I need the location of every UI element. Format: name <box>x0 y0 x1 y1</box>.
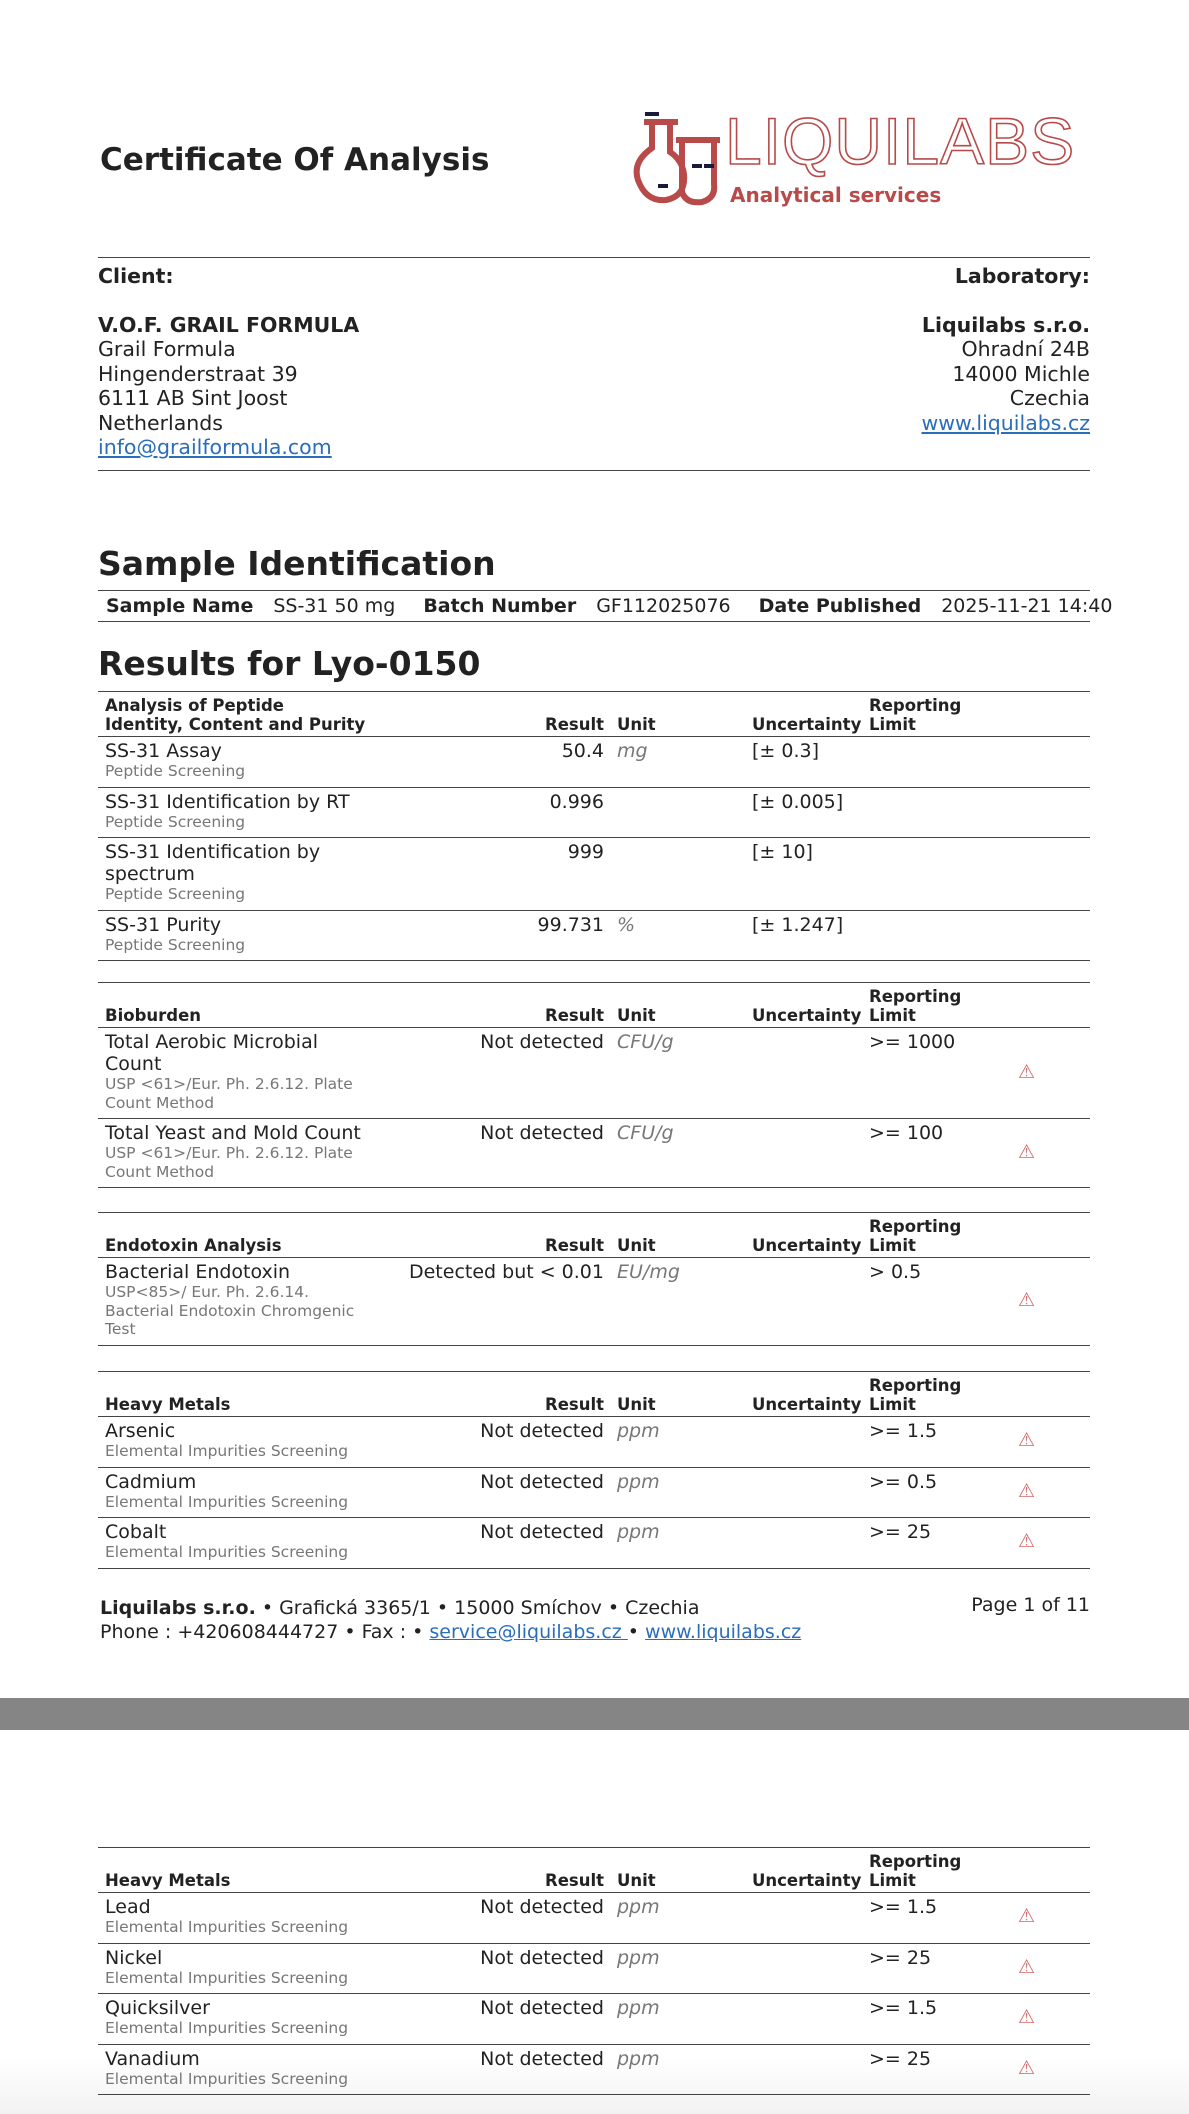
analyte-name: Arsenic <box>105 1420 176 1442</box>
footer-email-link[interactable]: service@liquilabs.cz <box>429 1621 628 1643</box>
column-header-uncertainty: Uncertainty <box>745 1213 862 1258</box>
client-line: Hingenderstraat 39 <box>98 361 298 386</box>
results-heading: Results for Lyo-0150 <box>98 644 481 683</box>
table-row <box>98 1258 1090 1346</box>
unit-value: ppm <box>610 1893 745 1944</box>
uncertainty-value <box>745 1994 862 2045</box>
analyte-name: SS-31 Identification by spectrum <box>105 841 321 885</box>
column-header-unit: Unit <box>610 983 745 1028</box>
analyte-method: USP<85>/ Eur. Ph. 2.6.14. Bacterial Endotoxin Chromgenic Test <box>105 1283 355 1338</box>
liquilabs-logo <box>622 112 1092 212</box>
table-row <box>98 910 1090 961</box>
uncertainty-value <box>745 1119 862 1188</box>
analyte-method: Elemental Impurities Screening <box>105 1968 349 1987</box>
result-value: Not detected <box>373 1518 610 1569</box>
warning-triangle-icon: ⚠ <box>962 1518 1090 1569</box>
reporting-limit-value: >= 1.5 <box>862 1417 962 1468</box>
warning-triangle-icon: ⚠ <box>962 1994 1090 2045</box>
analyte-cell <box>98 1028 373 1119</box>
table-row <box>98 1417 1090 1468</box>
uncertainty-value <box>745 1028 862 1119</box>
reporting-limit-value <box>862 737 962 788</box>
analyte-cell <box>98 1994 373 2045</box>
batch-number-value: GF112025076 <box>596 595 731 617</box>
reporting-limit-value: >= 1000 <box>862 1028 962 1119</box>
uncertainty-value <box>745 1258 862 1346</box>
analyte-cell <box>98 1258 373 1346</box>
analyte-method: USP <61>/Eur. Ph. 2.6.12. Plate Count Method <box>105 1144 353 1181</box>
unit-value: mg <box>610 737 745 788</box>
column-header-flag <box>962 1848 1090 1893</box>
unit-value <box>610 838 745 911</box>
column-header-unit: Unit <box>610 1848 745 1893</box>
footer-separator: • <box>627 1621 646 1643</box>
uncertainty-value: [± 1.247] <box>745 910 862 961</box>
table-header-row <box>98 1213 1090 1258</box>
analyte-method: Elemental Impurities Screening <box>105 1492 349 1511</box>
table-row <box>98 737 1090 788</box>
client-email-link[interactable]: info@grailformula.com <box>98 435 332 459</box>
result-value: Detected but < 0.01 <box>373 1258 610 1346</box>
laboratory-line: Czechia <box>1009 386 1090 410</box>
analyte-name: SS-31 Purity <box>105 913 222 936</box>
unit-value: CFU/g <box>610 1119 745 1188</box>
column-header-reporting-limit: Reporting Limit <box>862 1848 962 1893</box>
sample-name-label: Sample Name <box>106 595 254 617</box>
analyte-method: Peptide Screening <box>105 935 246 954</box>
results-table <box>98 1847 1090 2095</box>
client-line: 6111 AB Sint Joost <box>98 386 288 410</box>
table-header-row <box>98 983 1090 1028</box>
analyte-name: Quicksilver <box>105 1997 210 2019</box>
warning-triangle-icon: ⚠ <box>962 1417 1090 1468</box>
table-row <box>98 1518 1090 1569</box>
reporting-limit-value: > 0.5 <box>862 1258 962 1346</box>
laboratory-name: Liquilabs s.r.o. <box>921 312 1090 337</box>
reporting-limit-value <box>862 838 962 911</box>
results-table <box>98 1371 1090 1569</box>
column-header-uncertainty: Uncertainty <box>745 1848 862 1893</box>
warning-triangle-icon: ⚠ <box>962 1028 1090 1119</box>
footer-company: Liquilabs s.r.o. <box>100 1597 256 1619</box>
reporting-limit-value: >= 1.5 <box>862 1994 962 2045</box>
result-value: Not detected <box>373 1943 610 1994</box>
column-header-flag <box>962 1372 1090 1417</box>
analyte-cell <box>98 787 373 838</box>
column-header-reporting-limit: Reporting Limit <box>862 1372 962 1417</box>
result-value: Not detected <box>373 1119 610 1188</box>
analyte-cell <box>98 910 373 961</box>
column-header-reporting-limit: Reporting Limit <box>862 692 962 737</box>
analyte-name: Lead <box>105 1896 151 1918</box>
footer-address: • Grafická 3365/1 • 15000 Smíchov • Czechia <box>255 1597 700 1619</box>
uncertainty-value: [± 10] <box>745 838 862 911</box>
reporting-limit-value: >= 25 <box>862 2044 962 2095</box>
result-value: 999 <box>373 838 610 911</box>
warning-triangle-icon: ⚠ <box>962 1893 1090 1944</box>
warning-triangle-icon: ⚠ <box>962 1258 1090 1346</box>
analyte-name: SS-31 Identification by RT <box>105 790 350 813</box>
result-value: Not detected <box>373 2044 610 2095</box>
document-title: Certificate Of Analysis <box>100 142 490 178</box>
table-title: Heavy Metals <box>98 1372 373 1417</box>
analyte-name: Total Aerobic Microbial Count <box>105 1031 319 1075</box>
footer-phone: Phone : +420608444727 • Fax : • <box>100 1621 430 1643</box>
client-line: Netherlands <box>98 410 223 435</box>
page-footer <box>100 1596 801 1644</box>
analyte-cell <box>98 1467 373 1518</box>
batch-number-label: Batch Number <box>423 595 577 617</box>
analyte-name: Total Yeast and Mold Count <box>105 1122 361 1144</box>
reporting-limit-value <box>862 787 962 838</box>
table-title: Endotoxin Analysis <box>98 1213 373 1258</box>
analyte-name: SS-31 Assay <box>105 740 222 762</box>
analyte-method: Peptide Screening <box>105 762 246 780</box>
sample-identification-bar <box>98 590 1113 622</box>
result-value: Not detected <box>373 1417 610 1468</box>
reporting-limit-value: >= 100 <box>862 1119 962 1188</box>
date-published-label: Date Published <box>758 595 922 617</box>
analyte-cell <box>98 1119 373 1188</box>
column-header-unit: Unit <box>610 1372 745 1417</box>
warning-triangle-icon: ⚠ <box>962 1119 1090 1188</box>
warning-triangle-icon: ⚠ <box>962 1943 1090 1994</box>
analyte-cell <box>98 1893 373 1944</box>
warning-triangle-icon <box>962 838 1090 911</box>
reporting-limit-value <box>862 910 962 961</box>
column-header-result: Result <box>373 1213 610 1258</box>
result-value: 99.731 <box>373 910 610 961</box>
laboratory-label: Laboratory: <box>954 264 1090 288</box>
warning-triangle-icon <box>962 737 1090 788</box>
table-row <box>98 1028 1090 1119</box>
page-2 <box>0 1730 1189 2114</box>
uncertainty-value: [± 0.005] <box>745 787 862 838</box>
analyte-method: USP <61>/Eur. Ph. 2.6.12. Plate Count Method <box>105 1075 353 1112</box>
uncertainty-value: [± 0.3] <box>745 737 862 788</box>
analyte-method: Elemental Impurities Screening <box>105 2069 349 2088</box>
analyte-method: Peptide Screening <box>105 885 246 903</box>
reporting-limit-value: >= 25 <box>862 1943 962 1994</box>
warning-triangle-icon <box>962 910 1090 961</box>
sample-identification-heading: Sample Identification <box>98 544 496 583</box>
warning-triangle-icon <box>962 787 1090 838</box>
column-header-result: Result <box>373 1848 610 1893</box>
logo-tagline: Analytical services <box>730 183 942 207</box>
analyte-cell <box>98 2044 373 2095</box>
divider <box>98 257 1090 258</box>
results-table <box>98 982 1090 1188</box>
client-block <box>98 264 359 460</box>
unit-value: ppm <box>610 1417 745 1468</box>
unit-value: ppm <box>610 1994 745 2045</box>
result-value: Not detected <box>373 1994 610 2045</box>
analyte-method: Elemental Impurities Screening <box>105 2019 349 2037</box>
column-header-flag <box>962 1213 1090 1258</box>
column-header-reporting-limit: Reporting Limit <box>862 983 962 1028</box>
unit-value <box>610 787 745 838</box>
laboratory-block <box>921 264 1090 435</box>
analyte-name: Vanadium <box>105 2047 200 2070</box>
column-header-unit: Unit <box>610 692 745 737</box>
column-header-uncertainty: Uncertainty <box>745 1372 862 1417</box>
client-name: V.O.F. GRAIL FORMULA <box>98 312 360 337</box>
uncertainty-value <box>745 1518 862 1569</box>
unit-value: ppm <box>610 1518 745 1569</box>
table-header-row <box>98 692 1090 737</box>
analyte-name: Nickel <box>105 1946 163 1969</box>
unit-value: % <box>610 910 745 961</box>
table-row <box>98 1943 1090 1994</box>
reporting-limit-value: >= 25 <box>862 1518 962 1569</box>
analyte-method: Elemental Impurities Screening <box>105 1543 349 1561</box>
result-value: 0.996 <box>373 787 610 838</box>
column-header-result: Result <box>373 692 610 737</box>
analyte-cell <box>98 737 373 788</box>
column-header-uncertainty: Uncertainty <box>745 692 862 737</box>
analyte-method: Peptide Screening <box>105 812 246 831</box>
divider <box>98 470 1090 471</box>
result-value: Not detected <box>373 1467 610 1518</box>
reporting-limit-value: >= 1.5 <box>862 1893 962 1944</box>
uncertainty-value <box>745 1893 862 1944</box>
column-header-result: Result <box>373 983 610 1028</box>
warning-triangle-icon: ⚠ <box>962 1467 1090 1518</box>
analyte-method: Elemental Impurities Screening <box>105 1442 349 1460</box>
footer-website-link[interactable]: www.liquilabs.cz <box>645 1621 802 1643</box>
table-row <box>98 1994 1090 2045</box>
sample-name-value: SS-31 50 mg <box>273 595 396 617</box>
laboratory-website-link[interactable]: www.liquilabs.cz <box>921 410 1090 435</box>
column-header-result: Result <box>373 1372 610 1417</box>
result-value: Not detected <box>373 1028 610 1119</box>
warning-triangle-icon: ⚠ <box>962 2044 1090 2095</box>
reporting-limit-value: >= 0.5 <box>862 1467 962 1518</box>
analyte-name: Bacterial Endotoxin <box>105 1261 291 1283</box>
results-table <box>98 691 1090 961</box>
page-number: Page 1 of 11 <box>971 1594 1090 1616</box>
unit-value: EU/mg <box>610 1258 745 1346</box>
unit-value: CFU/g <box>610 1028 745 1119</box>
page-separator <box>0 1698 1189 1730</box>
result-value: 50.4 <box>373 737 610 788</box>
client-label: Client: <box>98 264 174 288</box>
table-row <box>98 1893 1090 1944</box>
column-header-unit: Unit <box>610 1213 745 1258</box>
analyte-method: Elemental Impurities Screening <box>105 1918 349 1936</box>
uncertainty-value <box>745 2044 862 2095</box>
unit-value: ppm <box>610 1467 745 1518</box>
unit-value: ppm <box>610 2044 745 2095</box>
unit-value: ppm <box>610 1943 745 1994</box>
table-row <box>98 1467 1090 1518</box>
results-table <box>98 1212 1090 1346</box>
date-published-value: 2025-11-21 14:40 <box>941 595 1113 617</box>
table-header-row <box>98 1372 1090 1417</box>
analyte-cell <box>98 838 373 911</box>
logo-wordmark: LIQUILABS <box>725 112 1076 178</box>
column-header-reporting-limit: Reporting Limit <box>862 1213 962 1258</box>
analyte-cell <box>98 1518 373 1569</box>
table-title: Analysis of Peptide Identity, Content and Purity <box>98 692 373 737</box>
column-header-flag <box>962 983 1090 1028</box>
table-row <box>98 838 1090 911</box>
laboratory-line: 14000 Michle <box>952 361 1090 386</box>
uncertainty-value <box>745 1467 862 1518</box>
column-header-uncertainty: Uncertainty <box>745 983 862 1028</box>
analyte-cell <box>98 1417 373 1468</box>
laboratory-line: Ohradní 24B <box>961 337 1090 361</box>
result-value: Not detected <box>373 1893 610 1944</box>
table-row <box>98 2044 1090 2095</box>
analyte-name: Cobalt <box>105 1521 167 1543</box>
table-title: Heavy Metals <box>98 1848 373 1893</box>
table-title: Bioburden <box>98 983 373 1028</box>
table-header-row <box>98 1848 1090 1893</box>
analyte-cell <box>98 1943 373 1994</box>
column-header-flag <box>962 692 1090 737</box>
table-row <box>98 787 1090 838</box>
uncertainty-value <box>745 1417 862 1468</box>
client-line: Grail Formula <box>98 337 236 361</box>
table-row <box>98 1119 1090 1188</box>
analyte-name: Cadmium <box>105 1470 197 1493</box>
uncertainty-value <box>745 1943 862 1994</box>
